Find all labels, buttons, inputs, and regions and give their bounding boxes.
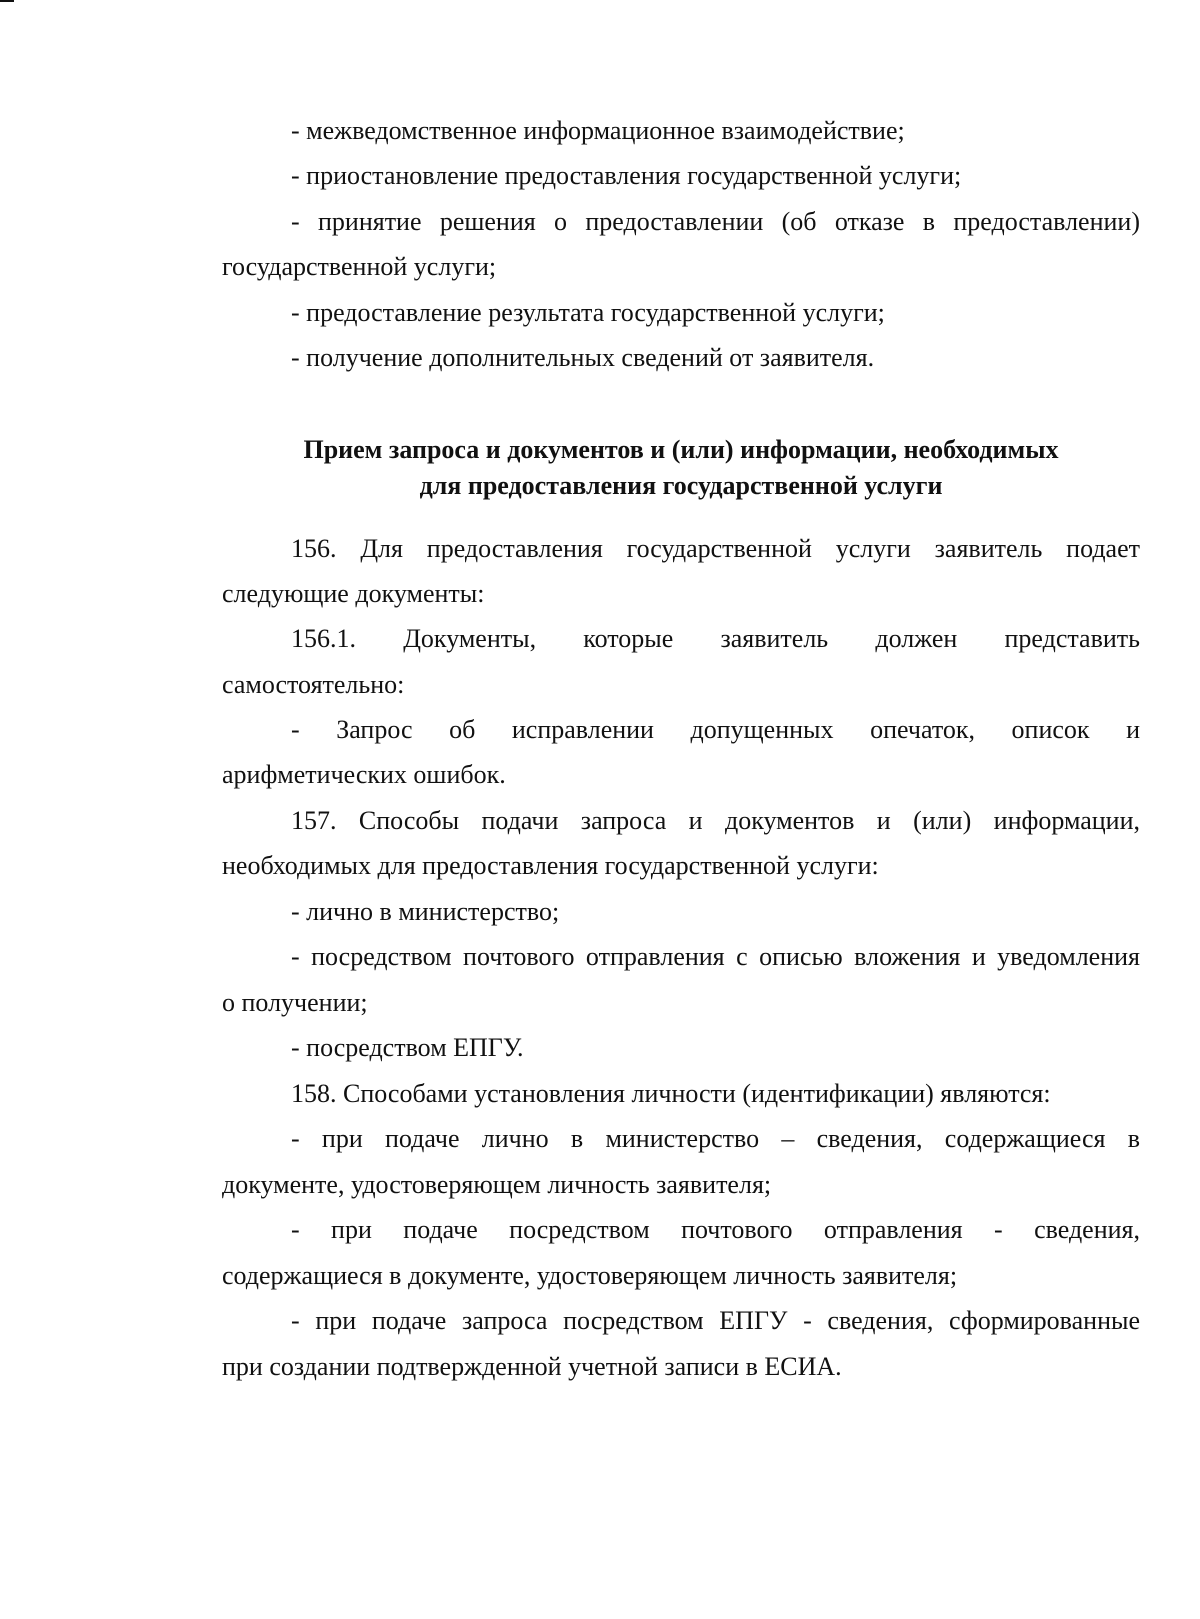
method-personal: - лично в министерство; — [291, 897, 560, 926]
request-item-line1: - Запрос об исправлении допущенных опечаток, описок и — [291, 715, 1140, 744]
id-post-line1: - при подаче посредством почтового отправления - сведения, — [291, 1215, 1140, 1244]
paragraph-158: 158. Способами установления личности (идентификации) являются: — [291, 1079, 1051, 1108]
list-item-suspension: - приостановление предоставления государственной услуги; — [291, 161, 962, 190]
id-epgu-line1: - при подаче запроса посредством ЕПГУ - сведения, сформированные — [291, 1306, 1140, 1335]
paragraph-157-line1: 157. Способы подачи запроса и документов и (или) информации, — [291, 806, 1140, 835]
paragraph-156-1-line1: 156.1. Документы, которые заявитель должен представить — [291, 624, 1140, 653]
list-item-decision-line1: - принятие решения о предоставлении (об отказе в предоставлении) — [291, 207, 1140, 236]
id-personal-line2: документе, удостоверяющем личность заявителя; — [222, 1170, 772, 1199]
paragraph-156-1-line2: самостоятельно: — [222, 670, 405, 699]
method-post-line2: о получении; — [222, 988, 368, 1017]
id-post-line2: содержащиеся в документе, удостоверяющем личность заявителя; — [222, 1261, 958, 1290]
list-item-additional-info: - получение дополнительных сведений от заявителя. — [291, 343, 875, 372]
id-personal-line1: - при подаче лично в министерство – сведения, содержащиеся в — [291, 1124, 1140, 1153]
section-heading-line1: Прием запроса и документов и (или) информации, необходимых — [303, 435, 1059, 464]
section-heading-line2: для предоставления государственной услуги — [419, 471, 943, 500]
id-epgu-line2: при создании подтвержденной учетной записи в ЕСИА. — [222, 1352, 842, 1381]
paragraph-157-line2: необходимых для предоставления государственной услуги: — [222, 851, 879, 880]
request-item-line2: арифметических ошибок. — [222, 760, 506, 789]
paragraph-156-line2: следующие документы: — [222, 579, 485, 608]
list-item-interagency: - межведомственное информационное взаимодействие; — [291, 116, 905, 145]
paragraph-156-line1: 156. Для предоставления государственной услуги заявитель подает — [291, 534, 1140, 563]
method-post-line1: - посредством почтового отправления с описью вложения и уведомления — [291, 942, 1140, 971]
list-item-result: - предоставление результата государственной услуги; — [291, 298, 885, 327]
scan-corner-mark — [0, 0, 14, 2]
list-item-decision-line2: государственной услуги; — [222, 252, 497, 281]
section-heading — [222, 432, 1140, 504]
method-epgu: - посредством ЕПГУ. — [291, 1033, 524, 1062]
